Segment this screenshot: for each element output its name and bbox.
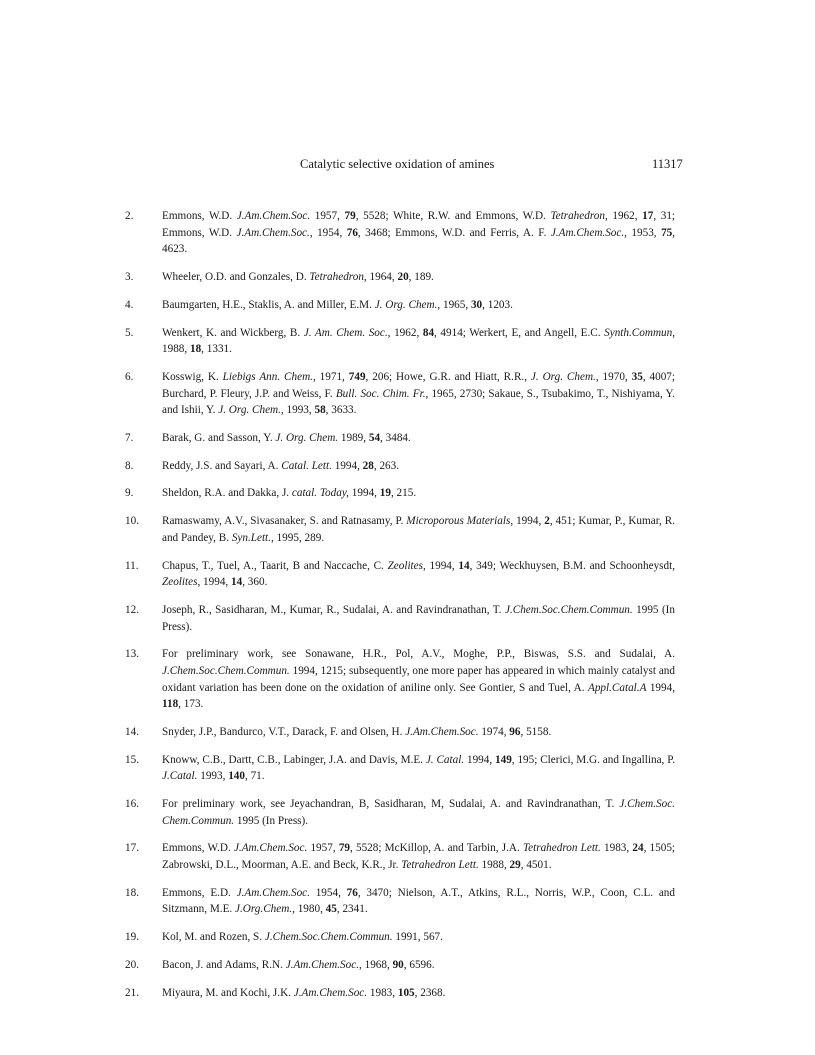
reference-fragment: 1988, <box>478 859 510 872</box>
journal-title: J.Chem.Soc. Chem.Commun. <box>162 798 675 827</box>
page-number: 11317 <box>652 157 683 171</box>
reference-number: 20. <box>125 958 139 971</box>
reference-fragment: , 1965, 2730; Sakaue, S., Tsubakimo, T., Nishiyama, Y. and Ishii, Y. <box>162 387 675 417</box>
volume-number: 20 <box>397 270 409 283</box>
reference-fragment: 1957, <box>310 210 345 222</box>
journal-title: Zeolites <box>162 576 198 589</box>
journal-title: Tetrahedron <box>550 210 605 222</box>
journal-title: Tetrahedron Lett. <box>401 859 479 872</box>
reference-fragment: 1994, <box>646 681 676 694</box>
journal-title: J. Am. Chem. Soc. <box>303 326 388 339</box>
journal-title: Syn.Lett. <box>231 531 271 544</box>
reference-item <box>125 602 675 635</box>
reference-fragment: Snyder, J.P., Bandurco, V.T., Darack, F. and Olsen, H. <box>162 725 406 738</box>
reference-fragment: , 1953, <box>624 226 662 239</box>
reference-fragment: , 5528; White, R.W. and Emmons, W.D. <box>355 210 551 222</box>
reference-fragment: Ramaswamy, A.V., Sivasanaker, S. and Ratnasamy, P. <box>162 515 407 528</box>
volume-number: 14 <box>458 559 470 572</box>
reference-text <box>162 369 675 419</box>
reference-fragment: Emmons, E.D. <box>162 886 237 899</box>
reference-list <box>125 208 675 1013</box>
reference-fragment: 1994, <box>348 487 380 500</box>
reference-text <box>162 929 675 946</box>
reference-fragment: Wheeler, O.D. and Gonzales, D. <box>162 270 310 283</box>
journal-title: J. Org. Chem. <box>530 370 596 383</box>
reference-fragment: , 1962, <box>387 326 423 339</box>
volume-number: 58 <box>314 404 326 417</box>
reference-text <box>162 430 675 447</box>
reference-fragment: 1994, <box>464 753 496 766</box>
reference-fragment: , 1994, <box>423 559 459 572</box>
reference-fragment: Joseph, R., Sasidharan, M., Kumar, R., Sudalai, A. and Ravindranathan, T. <box>162 603 505 616</box>
reference-fragment: 1957, <box>307 842 339 855</box>
journal-title: Microporous Materials <box>406 515 511 528</box>
reference-fragment: 1993, <box>197 770 229 783</box>
reference-fragment: Miyaura, M. and Kochi, J.K. <box>162 986 294 999</box>
reference-fragment: , 5158. <box>520 725 552 738</box>
reference-fragment: , 206; Howe, G.R. and Hiatt, R.R., <box>365 370 531 383</box>
reference-text <box>162 269 675 286</box>
reference-item <box>125 297 675 314</box>
reference-fragment: 1994, <box>331 459 363 472</box>
journal-title: Appl.Catal.A <box>587 681 647 694</box>
reference-number: 21. <box>125 986 139 999</box>
volume-number: 90 <box>392 958 404 971</box>
reference-number: 12. <box>125 603 139 616</box>
reference-fragment: , 2341. <box>336 903 368 916</box>
volume-number: 105 <box>397 986 415 999</box>
reference-fragment: , 1994, <box>197 576 231 589</box>
reference-text <box>162 325 675 358</box>
reference-fragment: , 1965, <box>437 298 471 311</box>
reference-item <box>125 369 675 419</box>
reference-number: 15. <box>125 753 139 766</box>
reference-fragment: Reddy, J.S. and Sayari, A. <box>162 459 282 472</box>
volume-number: 54 <box>368 431 381 444</box>
reference-text <box>162 885 675 918</box>
reference-number: 7. <box>125 431 134 444</box>
journal-title: J.Am.Chem.Soc. <box>285 958 360 971</box>
reference-text <box>162 208 675 258</box>
reference-fragment: Knoww, C.B., Dartt, C.B., Labinger, J.A. and Davis, M.E. <box>162 753 426 766</box>
reference-fragment: , 3468; Emmons, W.D. and Ferris, A. F. <box>357 226 551 239</box>
volume-number: 30 <box>470 298 483 311</box>
reference-text <box>162 558 675 591</box>
reference-fragment: Bacon, J. and Adams, R.N. <box>162 958 286 971</box>
journal-title: Tetrahedron <box>309 270 364 283</box>
journal-title: Synth.Commun <box>604 326 673 339</box>
reference-number: 17. <box>125 842 139 855</box>
reference-fragment: 1994, 1215; subsequently, one more paper has appeared in which mainly catalyst and oxidant variation has been done on the oxidation of aniline only. See Gontier, S and Tuel, A. <box>162 664 675 694</box>
reference-fragment: 1991, 567. <box>392 931 443 944</box>
reference-fragment: , 1988, <box>162 326 676 356</box>
reference-fragment: , 173. <box>178 698 204 711</box>
volume-number: 749 <box>348 370 366 383</box>
journal-title: J. Org. Chem. <box>374 298 438 311</box>
reference-fragment: , 1505; Zabrowski, D.L., Moorman, A.E. and Beck, K.R., Jr. <box>162 842 676 872</box>
reference-fragment: Kol, M. and Rozen, S. <box>162 931 265 944</box>
reference-fragment: Sheldon, R.A. and Dakka, J. <box>162 487 292 500</box>
reference-fragment: For preliminary work, see Sonawane, H.R., Pol, A.V., Moghe, P.P., Biswas, S.S. and Sudalai, A. <box>162 648 675 661</box>
reference-item <box>125 957 675 974</box>
reference-fragment: , 4007; Burchard, P. Fleury, J.P. and Weiss, F. <box>162 370 676 400</box>
reference-text <box>162 646 675 712</box>
reference-fragment: , 1331. <box>201 343 232 356</box>
reference-fragment: , 3484. <box>380 431 411 444</box>
reference-text <box>162 724 675 741</box>
journal-title: J.Chem.Soc.Chem.Commun. <box>504 603 633 616</box>
volume-number: 17 <box>642 210 654 222</box>
journal-title: J.Am.Chem.Soc. <box>405 725 479 738</box>
volume-number: 149 <box>495 753 512 766</box>
reference-fragment: , 1993, <box>280 404 315 417</box>
journal-title: J.Am.Chem.Soc. <box>236 226 310 239</box>
volume-number: 76 <box>346 226 358 239</box>
volume-number: 96 <box>509 725 521 738</box>
reference-fragment: , 1203. <box>482 298 513 311</box>
reference-fragment: For preliminary work, see Jeyachandran, B, Sasidharan, M, Sudalai, A. and Ravindranathan, T. <box>162 798 620 811</box>
reference-fragment: 1989, <box>338 431 369 444</box>
volume-number: 2 <box>544 515 550 528</box>
reference-item <box>125 724 675 741</box>
volume-number: 79 <box>344 210 356 222</box>
reference-number: 9. <box>125 487 134 500</box>
reference-text <box>162 840 675 873</box>
reference-item <box>125 269 675 286</box>
reference-fragment: , 215. <box>390 487 417 500</box>
running-head <box>0 156 815 172</box>
reference-text <box>162 458 675 475</box>
volume-number: 19 <box>379 487 391 500</box>
volume-number: 35 <box>631 370 643 383</box>
volume-number: 140 <box>228 770 245 783</box>
journal-title: J.Chem.Soc.Chem.Commun. <box>264 931 393 944</box>
reference-number: 13. <box>125 648 139 661</box>
journal-title: J.Am.Chem.Soc. <box>293 986 368 999</box>
reference-fragment: 1974, <box>478 725 510 738</box>
journal-title: Catal. Lett. <box>281 459 332 472</box>
reference-number: 16. <box>125 798 139 811</box>
reference-fragment: , 1994, <box>510 515 545 528</box>
journal-title: catal. Today, <box>291 487 349 500</box>
reference-text <box>162 513 675 546</box>
reference-item <box>125 325 675 358</box>
journal-title: Tetrahedron Lett. <box>522 842 601 855</box>
reference-text <box>162 957 675 974</box>
reference-fragment: , 4501. <box>520 859 552 872</box>
reference-number: 14. <box>125 725 139 738</box>
reference-item <box>125 430 675 447</box>
reference-fragment: , 31; Emmons, W.D. <box>162 210 676 239</box>
reference-fragment: , 1970, <box>595 370 632 383</box>
reference-item <box>125 458 675 475</box>
reference-fragment: 1954, <box>309 886 347 899</box>
reference-number: 10. <box>125 515 139 528</box>
reference-fragment: , 3633. <box>325 404 357 417</box>
reference-fragment: , 189. <box>408 270 434 283</box>
volume-number: 75 <box>661 226 673 239</box>
reference-item <box>125 796 675 829</box>
reference-fragment: , 1980, <box>292 903 326 916</box>
reference-fragment: , 4623. <box>162 226 676 256</box>
reference-number: 5. <box>125 326 134 339</box>
reference-number: 2. <box>125 210 134 222</box>
reference-item <box>125 840 675 873</box>
reference-fragment: Wenkert, K. and Wickberg, B. <box>162 326 304 339</box>
reference-fragment: Barak, G. and Sasson, Y. <box>162 431 276 444</box>
reference-fragment: , 1968, <box>359 958 393 971</box>
volume-number: 84 <box>422 326 435 339</box>
reference-fragment: 1995 (In Press). <box>234 814 309 827</box>
reference-fragment: , 1971, <box>312 370 349 383</box>
reference-fragment: , 4914; Werkert, E, and Angell, E.C. <box>434 326 605 339</box>
reference-text <box>162 602 675 635</box>
reference-item <box>125 885 675 918</box>
reference-number: 19. <box>125 931 139 944</box>
reference-item <box>125 558 675 591</box>
running-title: Catalytic selective oxidation of amines <box>300 157 495 171</box>
volume-number: 29 <box>509 859 521 872</box>
reference-item <box>125 929 675 946</box>
reference-fragment: , 195; Clerici, M.G. and Ingallina, P. <box>511 753 675 766</box>
reference-fragment: , 1954, <box>309 226 347 239</box>
volume-number: 45 <box>325 903 337 916</box>
reference-fragment: 1983, <box>367 986 398 999</box>
reference-number: 3. <box>125 270 134 283</box>
journal-title: Liebigs Ann. Chem. <box>222 370 313 383</box>
reference-fragment: , 349; Weckhuysen, B.M. and Schoonheysdt, <box>469 559 676 572</box>
journal-title: J.Catal. <box>162 770 198 783</box>
reference-fragment: Emmons, W.D. <box>162 842 234 855</box>
reference-fragment: , 5528; McKillop, A. and Tarbin, J.A. <box>350 842 523 855</box>
reference-number: 11. <box>125 559 139 572</box>
volume-number: 14 <box>231 576 243 589</box>
reference-fragment: , 3470; Nielson, A.T., Atkins, R.L., Norris, W.P., Coon, C.L. and Sitzmann, M.E. <box>162 886 675 916</box>
journal-title: J.Am.Chem.Soc. <box>233 842 308 855</box>
reference-fragment: , 71. <box>244 770 265 783</box>
reference-fragment: , 6596. <box>403 958 435 971</box>
reference-text <box>162 485 675 502</box>
journal-title: J.Chem.Soc.Chem.Commun. <box>162 664 290 677</box>
volume-number: 76 <box>346 886 358 899</box>
volume-number: 79 <box>338 842 351 855</box>
reference-item <box>125 485 675 502</box>
reference-fragment: , 1962, <box>604 210 643 222</box>
journal-title: J.Org.Chem. <box>235 903 293 916</box>
reference-number: 4. <box>125 298 134 311</box>
reference-fragment: Kosswig, K. <box>162 370 223 383</box>
reference-fragment: 1995 (In Press). <box>162 603 675 633</box>
reference-fragment: , 263. <box>373 459 400 472</box>
volume-number: 28 <box>362 459 374 472</box>
reference-item <box>125 513 675 546</box>
reference-text <box>162 985 675 1002</box>
reference-item <box>125 646 675 712</box>
reference-fragment: Emmons, W.D. <box>162 210 237 222</box>
reference-fragment: , 1995, 289. <box>270 531 325 544</box>
reference-fragment: Baumgarten, H.E., Staklis, A. and Miller, E.M. <box>162 298 375 311</box>
volume-number: 18 <box>189 343 202 356</box>
reference-item <box>125 752 675 785</box>
reference-text <box>162 297 675 314</box>
reference-number: 8. <box>125 459 134 472</box>
journal-title: Bull. Soc. Chim. Fr. <box>335 387 426 400</box>
reference-item <box>125 985 675 1002</box>
reference-fragment: 1983, <box>600 842 633 855</box>
reference-fragment: , 360. <box>242 576 268 589</box>
volume-number: 118 <box>162 698 179 711</box>
volume-number: 24 <box>632 842 644 855</box>
reference-number: 6. <box>125 370 134 383</box>
journal-title: J. Org. Chem. <box>218 404 281 417</box>
journal-title: J. Catal. <box>425 753 465 766</box>
reference-fragment: , 451; Kumar, P., Kumar, R. and Pandey, B. <box>162 515 675 544</box>
journal-title: J.Am.Chem.Soc. <box>550 226 625 239</box>
reference-item <box>125 208 675 258</box>
reference-text <box>162 796 675 829</box>
journal-title: J.Am.Chem.Soc. <box>236 886 310 899</box>
reference-fragment: , 1964, <box>363 270 398 283</box>
journal-title: J.Am.Chem.Soc. <box>236 210 311 222</box>
reference-fragment: , 2368. <box>414 986 446 999</box>
reference-number: 18. <box>125 886 139 899</box>
reference-fragment: Chapus, T., Tuel, A., Taarit, B and Naccache, C. <box>162 559 388 572</box>
journal-title: Zeolites <box>387 559 423 572</box>
journal-title: J. Org. Chem. <box>275 431 339 444</box>
reference-text <box>162 752 675 785</box>
